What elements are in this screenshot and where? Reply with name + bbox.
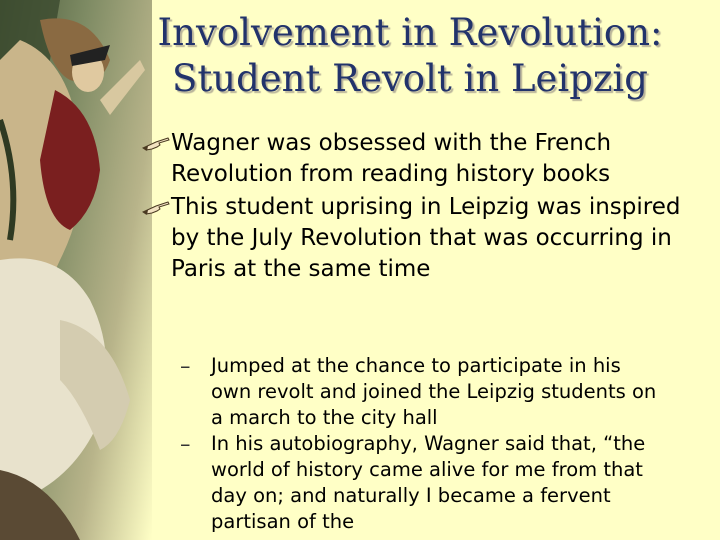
sub-bullet-list <box>180 353 660 535</box>
dash-marker: – <box>180 432 191 456</box>
sub-bullet-item <box>180 431 660 535</box>
bullet-text: Wagner was obsessed with the French Revolution from reading history books <box>171 130 612 187</box>
pointing-hand-icon <box>142 200 170 220</box>
sub-bullet-text: In his autobiography, Wagner said that, “the world of history came alive for me from that day on; and naturally I became a fervent partisan of the <box>211 432 646 533</box>
sub-bullet-text: Jumped at the chance to participate in his own revolt and joined the Leipzig students on a march to the city hall <box>211 354 657 429</box>
title-line-2: Student Revolt in Leipzig <box>172 57 648 100</box>
pointing-hand-icon <box>142 136 170 156</box>
slide-title <box>150 10 670 102</box>
bullet-text: This student uprising in Leipzig was inspired by the July Revolution that was occurring in Paris at the same time <box>171 194 681 282</box>
bullet-item <box>140 128 700 190</box>
dash-marker: – <box>180 354 191 378</box>
bullet-list <box>140 128 700 287</box>
title-line-1: Involvement in Revolution: <box>157 11 663 54</box>
sub-bullet-item <box>180 353 660 431</box>
napoleon-painting-image <box>0 0 152 540</box>
bullet-item <box>140 192 700 285</box>
